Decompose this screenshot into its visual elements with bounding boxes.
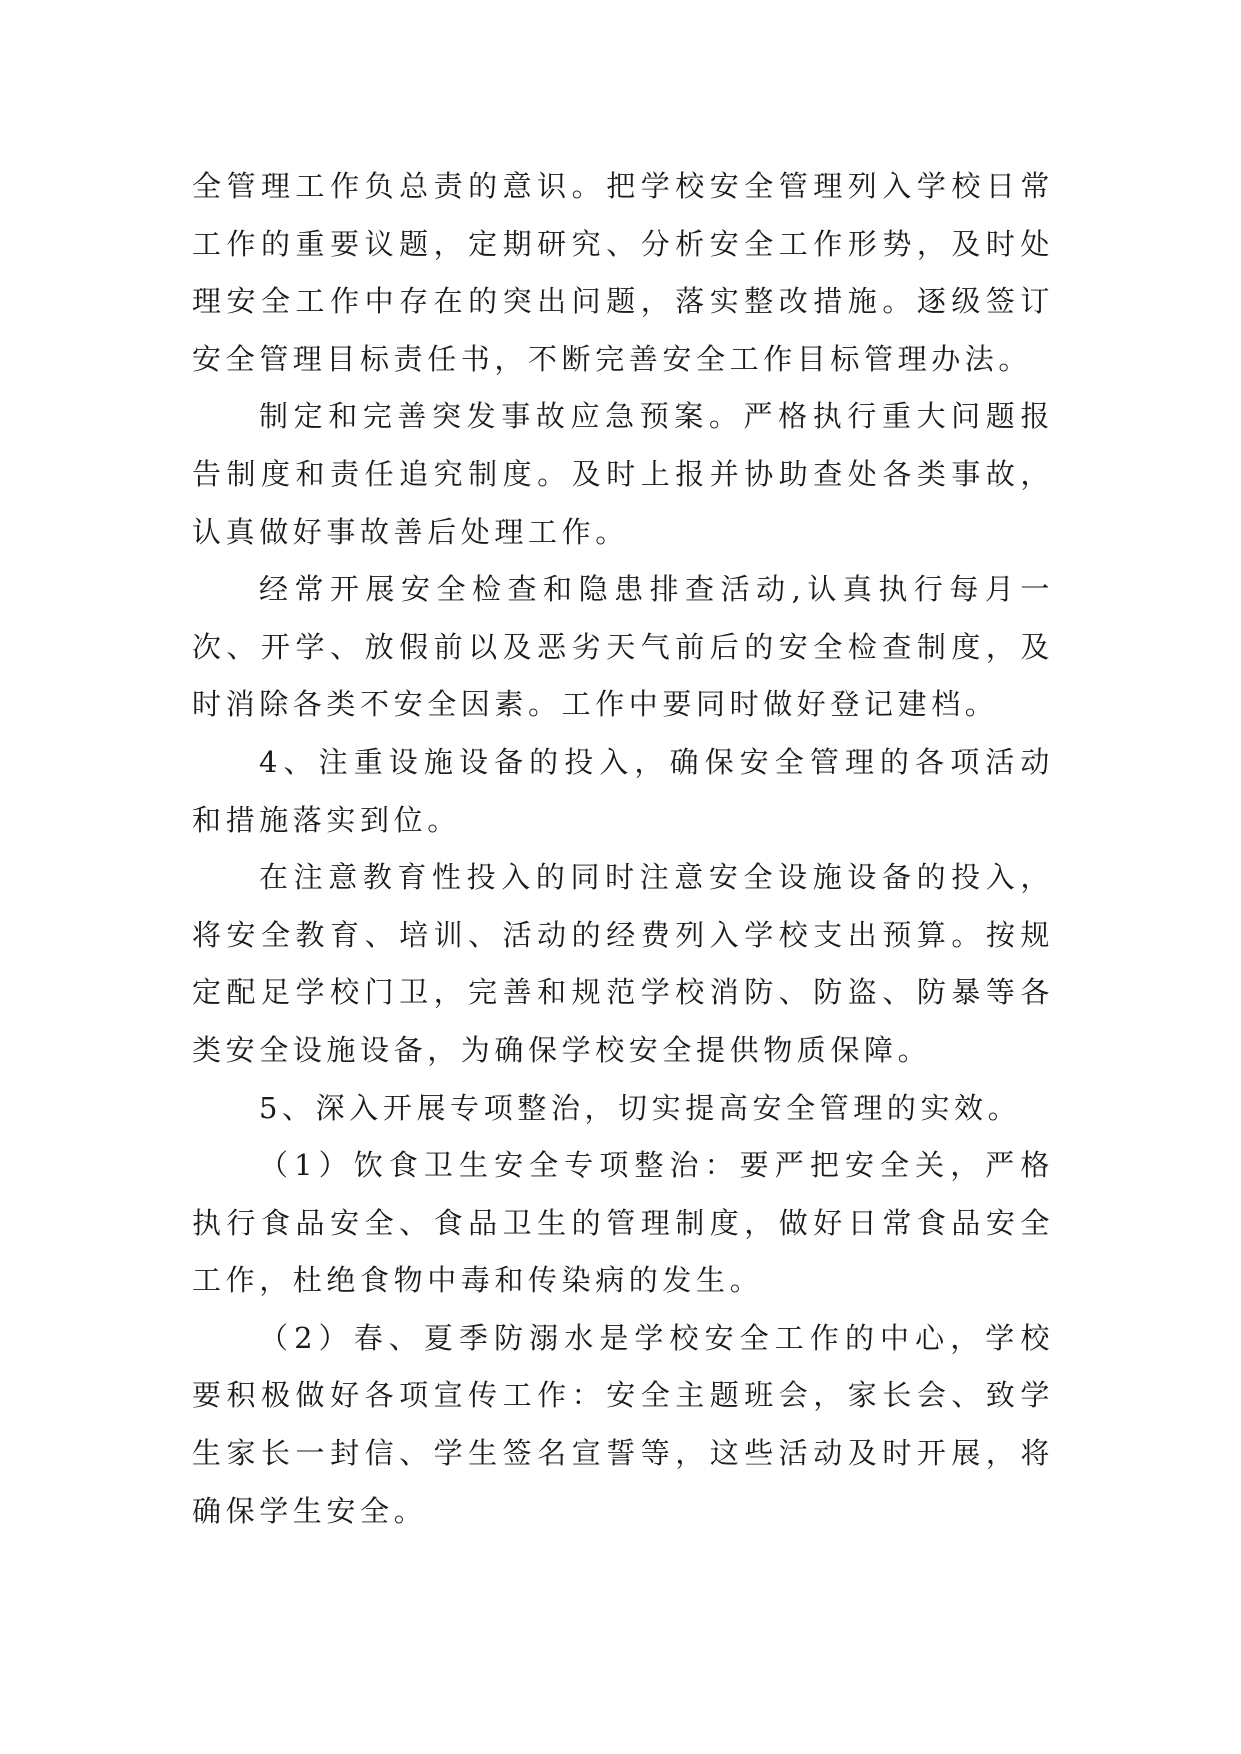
document-body xyxy=(192,158,1054,1540)
paragraph-responsibility: 全管理工作负总责的意识。把学校安全管理列入学校日常工作的重要议题，定期研究、分析安全工作形势，及时处理安全工作中存在的突出问题，落实整改措施。逐级签订安全管理目标责任书，不断完善安全工作目标管理办法。 xyxy=(192,169,1054,376)
paragraph-emergency-plan: 制定和完善突发事故应急预案。严格执行重大问题报告制度和责任追究制度。及时上报并协助查处各类事故，认真做好事故善后处理工作。 xyxy=(192,399,1054,549)
paragraph-facility-investment: 在注意教育性投入的同时注意安全设施设备的投入，将安全教育、培训、活动的经费列入学校支出预算。按规定配足学校门卫，完善和规范学校消防、防盗、防暴等各类安全设施设备，为确保学校安全提供物质保障。 xyxy=(192,860,1054,1067)
heading-item-4: 4、注重设施设备的投入，确保安全管理的各项活动和措施落实到位。 xyxy=(192,744,1054,837)
paragraph-safety-inspection: 经常开展安全检查和隐患排查活动,认真执行每月一次、开学、放假前以及恶劣天气前后的安全检查制度，及时消除各类不安全因素。工作中要同时做好登记建档。 xyxy=(192,572,1054,722)
paragraph-food-safety: （1）饮食卫生安全专项整治：要严把安全关，严格执行食品安全、食品卫生的管理制度，做好日常食品安全工作，杜绝食物中毒和传染病的发生。 xyxy=(192,1148,1054,1298)
heading-item-5: 5、深入开展专项整治，切实提高安全管理的实效。 xyxy=(259,1090,1022,1125)
paragraph-drowning-prevention: （2）春、夏季防溺水是学校安全工作的中心，学校要积极做好各项宣传工作：安全主题班会，家长会、致学生家长一封信、学生签名宣誓等，这些活动及时开展，将确保学生安全。 xyxy=(192,1320,1054,1528)
